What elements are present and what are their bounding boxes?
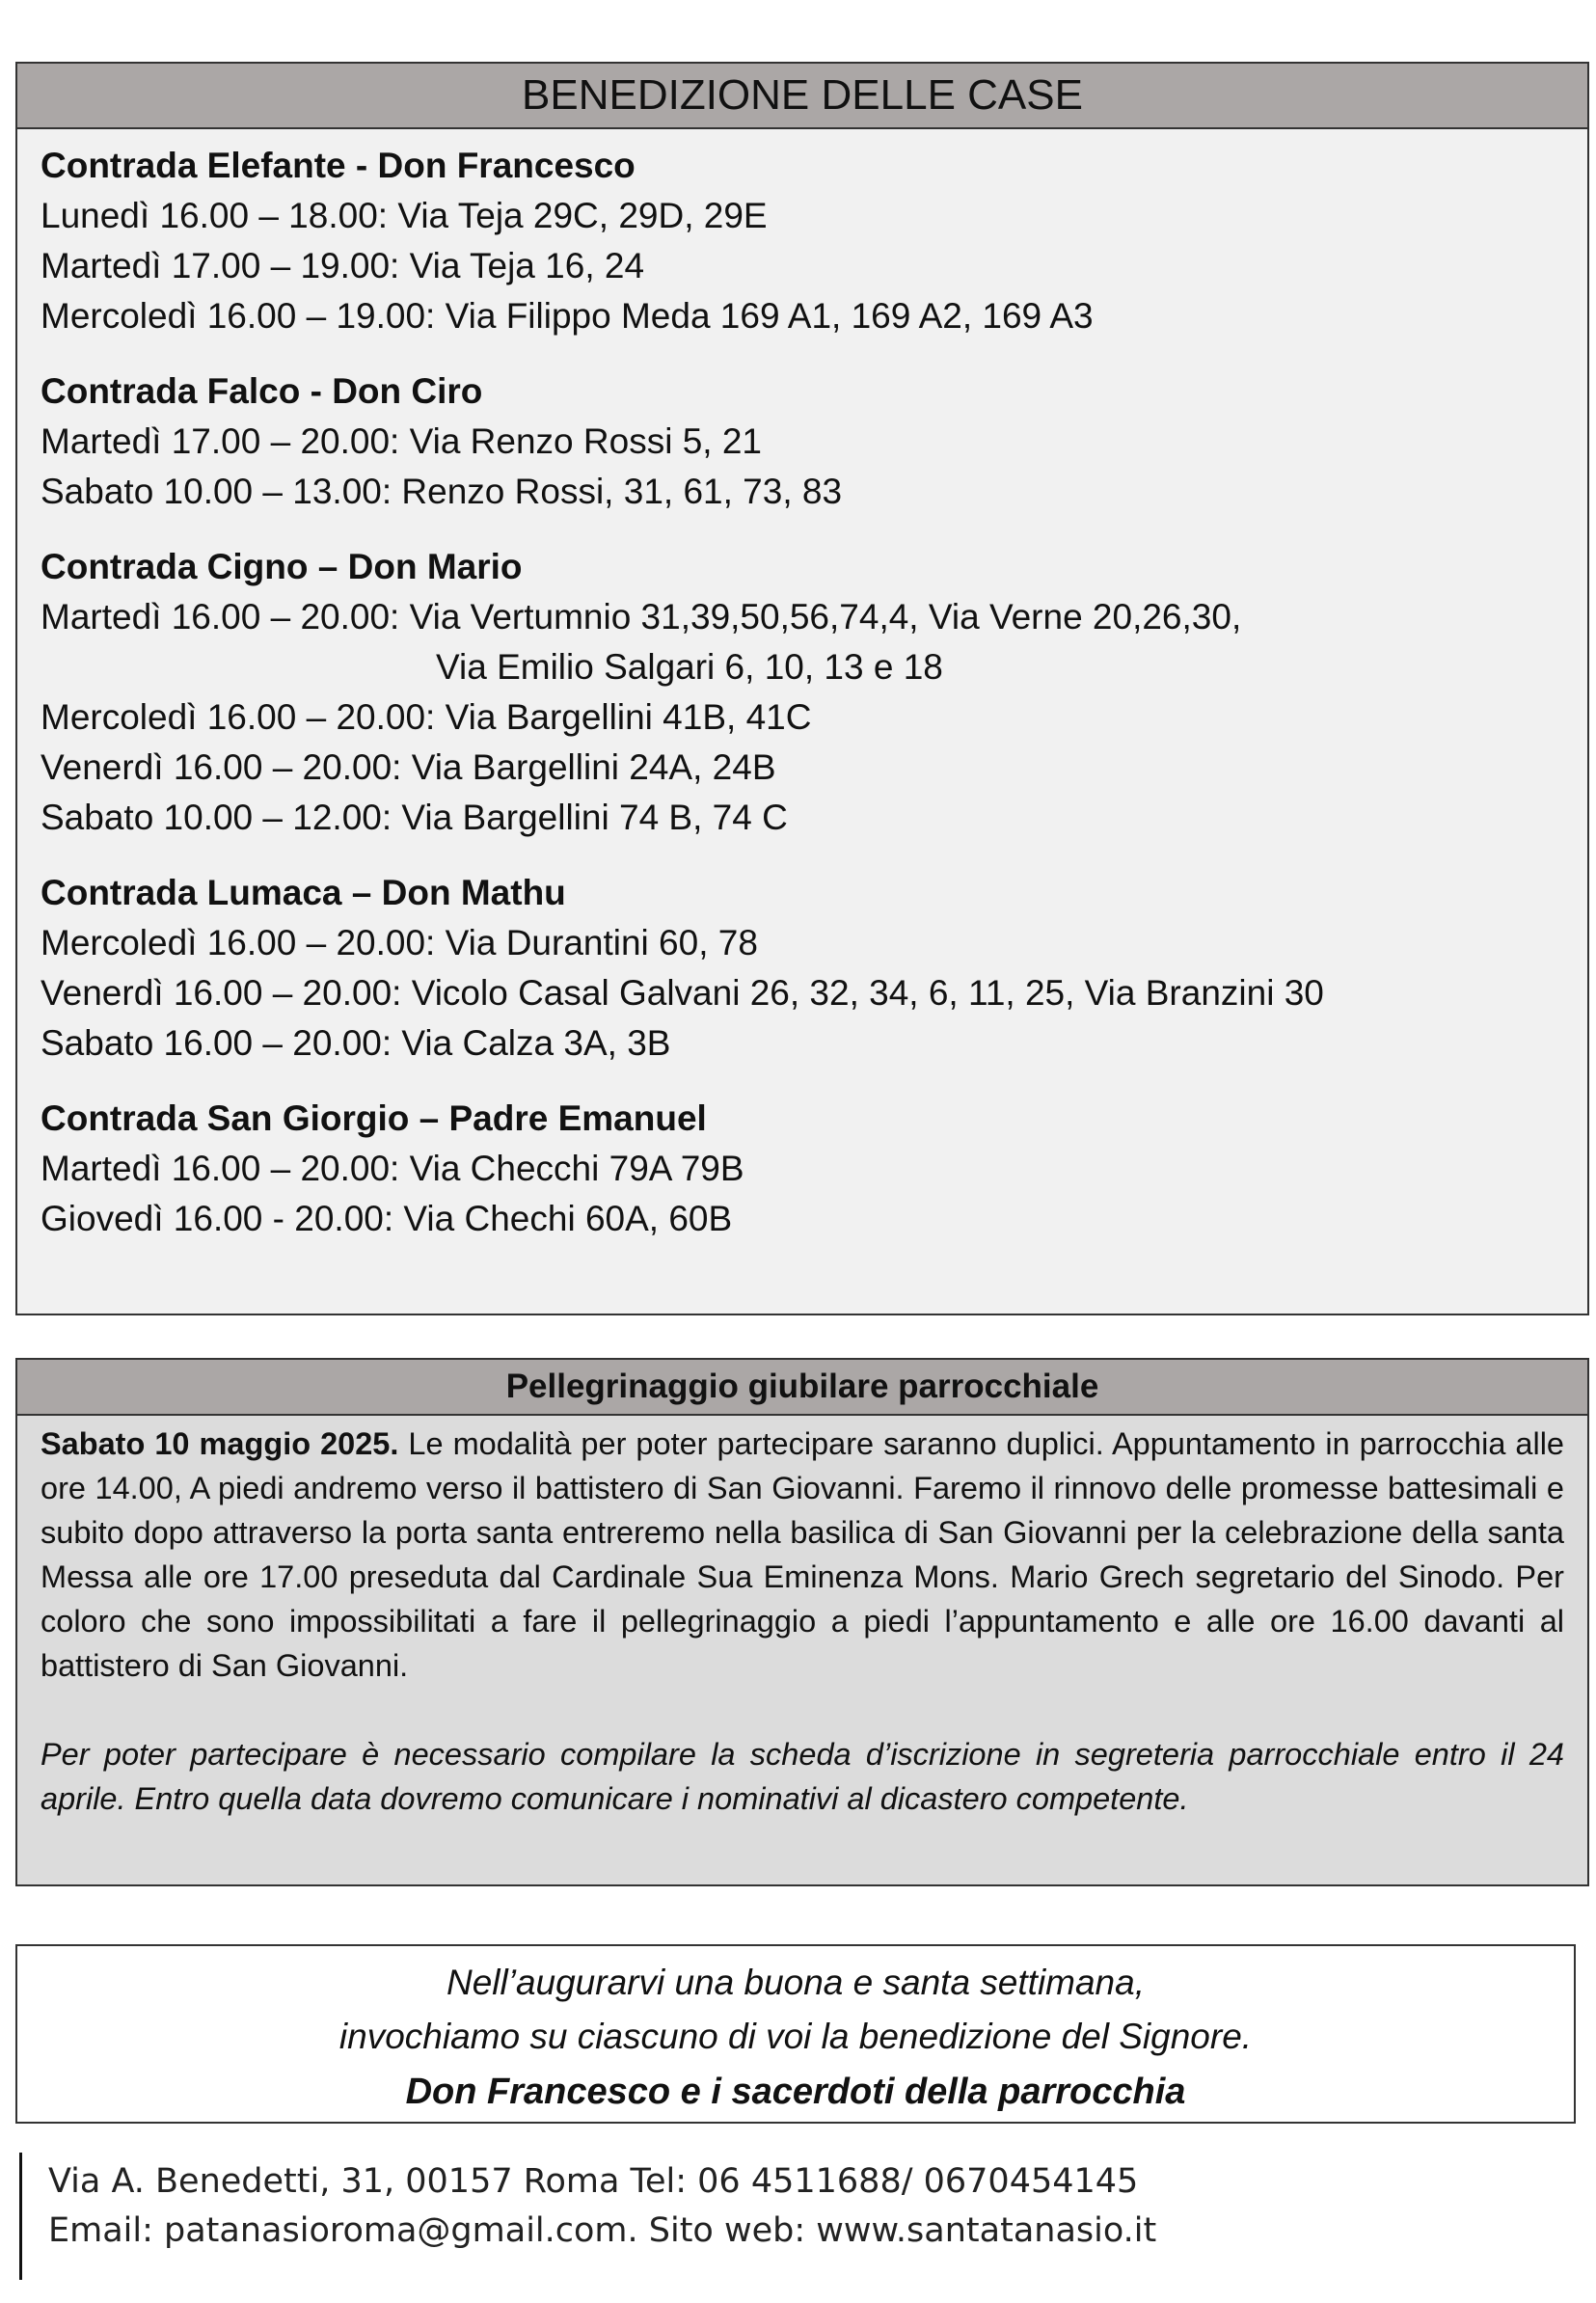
contrada-falco	[41, 366, 1587, 517]
benedizione-title: BENEDIZIONE DELLE CASE	[17, 64, 1587, 129]
schedule-line: Martedì 16.00 – 20.00: Via Vertumnio 31,39,50,56,74,4, Via Verne 20,26,30,	[41, 597, 1242, 637]
footer-divider	[19, 2153, 22, 2280]
pellegrinaggio-body: Le modalità per poter partecipare saranno duplici. Appuntamento in parrocchia alle ore 14.00, A piedi andremo verso il battistero di San Giovanni. Faremo il rinnovo delle promesse battesimali e subito dopo attraverso la porta santa entreremo nella basilica di San Giovanni per la celebrazione della santa Messa alle ore 17.00 preseduta dal Cardinale Sua Eminenza Mons. Mario Grech segretario del Sinodo. Per coloro che sono impossibilitati a fare il pellegrinaggio a piedi l’appuntamento e alle ore 16.00 davanti al battistero di San Giovanni.	[41, 1426, 1564, 1683]
schedule-line: Martedì 17.00 – 20.00: Via Renzo Rossi 5, 21	[41, 421, 763, 461]
pellegrinaggio-note: Per poter partecipare è necessario compilare la scheda d’iscrizione in segreteria parrocchiale entro il 24 aprile. Entro quella data dovremo comunicare i nominativi al dicastero competente.	[41, 1737, 1564, 1816]
schedule-line: Lunedì 16.00 – 18.00: Via Teja 29C, 29D, 29E	[41, 196, 768, 235]
schedule-line: Martedì 17.00 – 19.00: Via Teja 16, 24	[41, 246, 645, 285]
footer	[19, 2141, 1369, 2286]
footer-address: Via A. Benedetti, 31, 00157 Roma Tel: 06 4511688/ 0670454145	[48, 2162, 1139, 2201]
schedule-line-continuation: Via Emilio Salgari 6, 10, 13 e 18	[436, 647, 943, 687]
benedizione-section	[15, 62, 1589, 1315]
greeting-signature: Don Francesco e i sacerdoti della parrocchia	[405, 2072, 1186, 2112]
schedule-line: Mercoledì 16.00 – 20.00: Via Bargellini 41B, 41C	[41, 697, 812, 737]
schedule-line: Mercoledì 16.00 – 20.00: Via Durantini 60, 78	[41, 923, 758, 962]
contrada-title: Contrada San Giorgio – Padre Emanuel	[41, 1098, 707, 1138]
greeting-line-2: invochiamo su ciascuno di voi la benedizione del Signore.	[338, 2017, 1253, 2056]
schedule-line: Giovedì 16.00 - 20.00: Via Chechi 60A, 60B	[41, 1199, 733, 1238]
contrada-san-giorgio	[41, 1094, 1587, 1244]
greeting-box	[15, 1944, 1576, 2124]
contrada-title: Contrada Lumaca – Don Mathu	[41, 873, 566, 912]
pellegrinaggio-section	[15, 1358, 1589, 1886]
contrada-title: Contrada Elefante - Don Francesco	[41, 146, 636, 185]
schedule-line: Sabato 10.00 – 13.00: Renzo Rossi, 31, 61, 73, 83	[41, 472, 843, 511]
schedule-line: Venerdì 16.00 – 20.00: Vicolo Casal Galvani 26, 32, 34, 6, 11, 25, Via Branzini 30	[41, 973, 1324, 1013]
schedule-line: Sabato 16.00 – 20.00: Via Calza 3A, 3B	[41, 1023, 671, 1063]
contrada-title: Contrada Cigno – Don Mario	[41, 547, 523, 586]
contrada-lumaca	[41, 868, 1587, 1069]
pellegrinaggio-paragraph	[41, 1422, 1564, 1688]
contrada-cigno	[41, 542, 1587, 843]
contrada-elefante	[41, 141, 1587, 341]
pellegrinaggio-date: Sabato 10 maggio 2025.	[41, 1426, 399, 1461]
contrada-title: Contrada Falco - Don Ciro	[41, 371, 483, 411]
footer-contacts: Email: patanasioroma@gmail.com. Sito web: www.santatanasio.it	[48, 2211, 1157, 2250]
pellegrinaggio-title: Pellegrinaggio giubilare parrocchiale	[17, 1360, 1587, 1416]
greeting-line-1: Nell’augurarvi una buona e santa settimana,	[446, 1963, 1145, 2002]
schedule-line: Martedì 16.00 – 20.00: Via Checchi 79A 79B	[41, 1149, 744, 1188]
schedule-line: Mercoledì 16.00 – 19.00: Via Filippo Meda 169 A1, 169 A2, 169 A3	[41, 296, 1094, 336]
schedule-line: Venerdì 16.00 – 20.00: Via Bargellini 24A, 24B	[41, 747, 776, 787]
schedule-line: Sabato 10.00 – 12.00: Via Bargellini 74 B, 74 C	[41, 798, 788, 837]
